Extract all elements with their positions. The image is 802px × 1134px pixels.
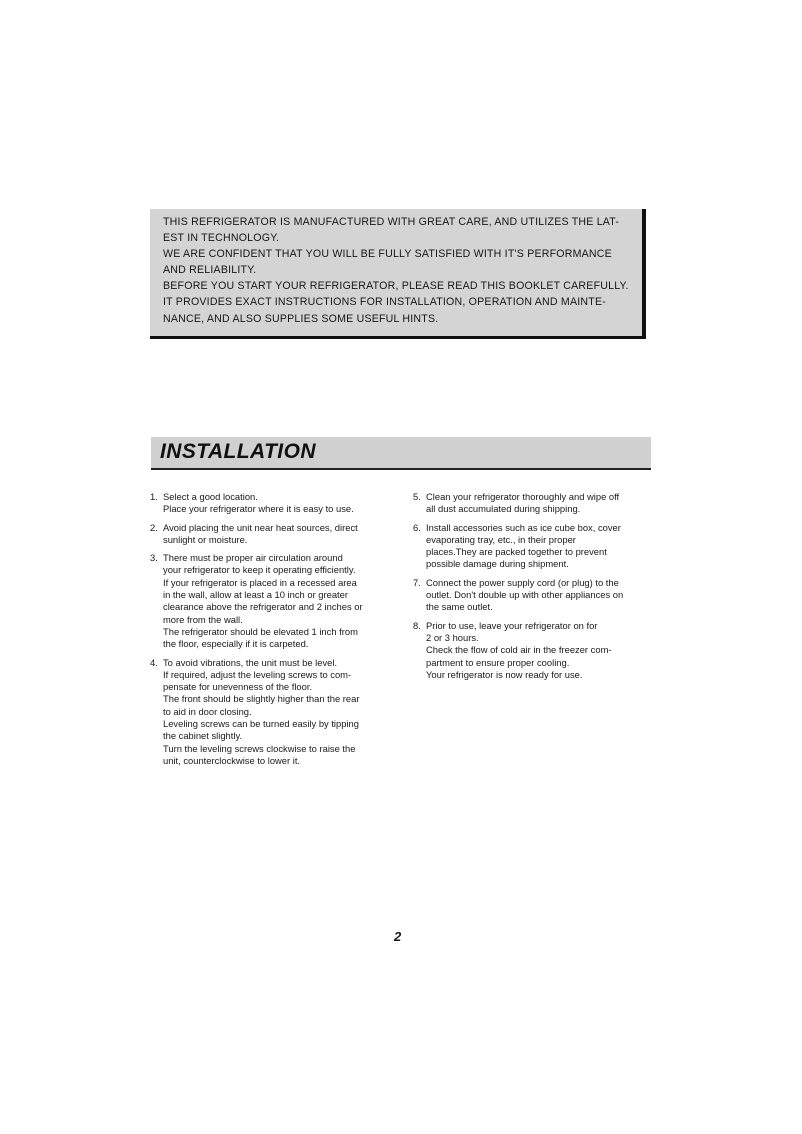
page-number: 2 [394, 929, 402, 944]
notice-line: IT PROVIDES EXACT INSTRUCTIONS FOR INSTALLATION, OPERATION AND MAINTE- [163, 296, 606, 309]
step-line: Your refrigerator is now ready for use. [426, 668, 583, 680]
step-item [413, 522, 653, 571]
step-line: sunlight or moisture. [163, 533, 248, 545]
step-line: If your refrigerator is placed in a recessed area [163, 576, 357, 588]
step-line: 2 or 3 hours. [426, 631, 479, 643]
step-line: To avoid vibrations, the unit must be level. [163, 656, 338, 668]
notice-line: WE ARE CONFIDENT THAT YOU WILL BE FULLY SATISFIED WITH IT'S PERFORMANCE [163, 248, 612, 261]
step-line: Avoid placing the unit near heat sources, direct [163, 521, 358, 533]
section-title: INSTALLATION [160, 440, 316, 463]
step-line: all dust accumulated during shipping. [426, 503, 581, 515]
step-line: the same outlet. [426, 601, 493, 613]
step-line: the floor, especially if it is carpeted. [163, 638, 309, 650]
step-line: partment to ensure proper cooling. [426, 656, 570, 668]
notice-line: BEFORE YOU START YOUR REFRIGERATOR, PLEASE READ THIS BOOKLET CAREFULLY. [163, 280, 629, 293]
step-line: If required, adjust the leveling screws to com- [163, 668, 352, 680]
steps-column-right [413, 491, 653, 687]
step-item [150, 522, 395, 547]
step-item [413, 491, 653, 516]
step-number: 5. [413, 491, 421, 502]
step-line: Prior to use, leave your refrigerator on for [426, 619, 598, 631]
step-number: 1. [150, 491, 158, 502]
step-line: Leveling screws can be turned easily by tipping [163, 718, 359, 730]
step-line: Install accessories such as ice cube box, cover [426, 521, 621, 533]
step-line: more from the wall. [163, 613, 243, 625]
step-line: in the wall, allow at least a 10 inch or greater [163, 589, 348, 601]
step-line: places.They are packed together to prevent [426, 546, 607, 558]
step-line: the cabinet slightly. [163, 730, 243, 742]
step-item [150, 657, 395, 768]
notice-line: THIS REFRIGERATOR IS MANUFACTURED WITH GREAT CARE, AND UTILIZES THE LAT- [163, 216, 620, 228]
step-line: Place your refrigerator where it is easy to use. [163, 503, 354, 515]
step-line: pensate for unevenness of the floor. [163, 681, 313, 693]
step-line: evaporating tray, etc., in their proper [426, 533, 576, 545]
notice-line: AND RELIABILITY. [163, 264, 257, 277]
section-heading-bar [151, 437, 651, 470]
step-item [413, 620, 653, 681]
step-line: There must be proper air circulation around [163, 552, 343, 564]
step-line: Select a good location. [163, 491, 258, 502]
steps-column-left [150, 491, 395, 773]
step-item [150, 491, 395, 516]
step-line: The front should be slightly higher than the rear [163, 693, 360, 705]
step-item [150, 552, 395, 650]
step-number: 2. [150, 521, 158, 533]
notice-line: NANCE, AND ALSO SUPPLIES SOME USEFUL HINTS. [163, 312, 439, 325]
step-item [413, 577, 653, 614]
step-line: possible damage during shipment. [426, 558, 569, 570]
step-line: The refrigerator should be elevated 1 inch from [163, 625, 358, 637]
step-number: 7. [413, 576, 421, 588]
step-number: 4. [150, 656, 158, 668]
step-number: 8. [413, 619, 421, 631]
step-line: Turn the leveling screws clockwise to raise the [163, 742, 356, 754]
notice-line: EST IN TECHNOLOGY. [163, 232, 280, 245]
step-number: 6. [413, 521, 421, 533]
step-line: Clean your refrigerator thoroughly and wipe off [426, 491, 620, 502]
step-line: Check the flow of cold air in the freezer com- [426, 644, 612, 656]
notice-box [150, 209, 646, 339]
step-line: outlet. Don't double up with other appliances on [426, 589, 624, 601]
step-line: to aid in door closing. [163, 705, 252, 717]
step-line: Connect the power supply cord (or plug) to the [426, 576, 619, 588]
step-line: your refrigerator to keep it operating efficiently. [163, 564, 356, 576]
step-line: clearance above the refrigerator and 2 inches or [163, 601, 363, 613]
step-line: unit, counterclockwise to lower it. [163, 754, 301, 766]
step-number: 3. [150, 552, 158, 564]
